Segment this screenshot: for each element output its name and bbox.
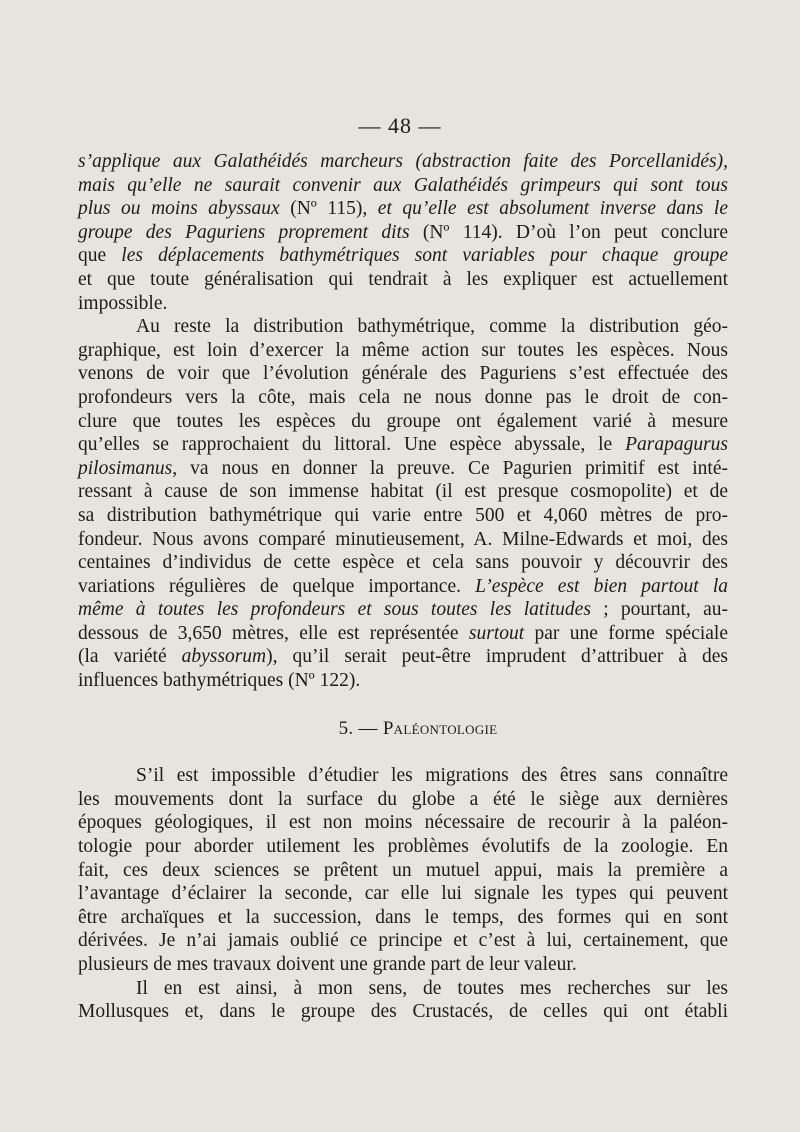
section-number: 5. — bbox=[338, 717, 383, 739]
text-line: profondeurs vers la côte, mais cela ne nous donne pas le droit de con- bbox=[78, 386, 728, 408]
page-number: — 48 — bbox=[358, 113, 442, 138]
text-line bbox=[78, 197, 728, 221]
text-line: fondeur. Nous avons comparé minutieusement, A. Milne-Edwards et moi, des bbox=[78, 528, 728, 550]
italic-text: plus ou moins abyssaux bbox=[78, 198, 280, 220]
text-line bbox=[78, 457, 728, 481]
paragraph-1 bbox=[78, 150, 728, 315]
section-heading bbox=[78, 717, 728, 741]
text-line bbox=[78, 433, 728, 457]
plain-text: ), qu’il serait peut-être imprudent d’attribuer à des bbox=[266, 646, 728, 668]
text-line bbox=[78, 645, 728, 669]
plain-text: et que toute généralisation qui tendrait à les expliquer est actuellement bbox=[78, 268, 728, 290]
plain-text: impossible. bbox=[78, 292, 168, 314]
text-line bbox=[78, 268, 728, 292]
text-line: époques géologiques, il est non moins nécessaire de recourir à la paléon- bbox=[78, 812, 728, 834]
text-line bbox=[78, 622, 728, 646]
text-line: Il en est ainsi, à mon sens, de toutes mes recherches sur les bbox=[136, 977, 728, 999]
text-line bbox=[78, 174, 728, 198]
text-line: ressant à cause de son immense habitat (il est presque cosmopolite) et de bbox=[78, 481, 728, 503]
paragraph-2 bbox=[78, 315, 728, 693]
plain-text: qu’elles se rapprochaient du littoral. Une espèce abyssale, le bbox=[78, 434, 626, 456]
italic-text: mais qu’elle ne saurait convenir aux Galathéidés grimpeurs qui sont tous bbox=[78, 174, 728, 196]
plain-text: (Nº 114). D’où l’on peut conclure bbox=[409, 221, 728, 243]
text-line: plusieurs de mes travaux doivent une grande part de leur valeur. bbox=[78, 954, 577, 975]
text-line bbox=[78, 292, 728, 316]
text-line bbox=[78, 221, 728, 245]
text-line: Au reste la distribution bathymétrique, comme la distribution géo- bbox=[136, 316, 728, 338]
italic-text: s’applique aux Galathéidés marcheurs (abstraction faite des Porcellanidés), bbox=[78, 151, 728, 172]
italic-text: même à toutes les profondeurs et sous toutes les latitudes bbox=[78, 599, 591, 621]
paragraph-4 bbox=[78, 977, 728, 1024]
text-line: fait, ces deux sciences se prêtent un mutuel appui, mais la première a bbox=[78, 859, 728, 881]
plain-text: ; pourtant, au- bbox=[590, 599, 728, 621]
text-line: l’avantage d’éclairer la seconde, car elle lui signale les types qui peuvent bbox=[78, 883, 728, 905]
species-name: pilosimanus bbox=[78, 457, 173, 479]
text-line bbox=[78, 575, 728, 599]
section-title: Paléontologie bbox=[382, 717, 498, 739]
plain-text: que bbox=[78, 245, 122, 267]
italic-text: groupe des Paguriens proprement dits bbox=[78, 221, 410, 243]
text-line bbox=[78, 244, 728, 268]
text-line: influences bathymétriques (Nº 122). bbox=[78, 670, 361, 692]
italic-text: et qu’elle est absolument inverse dans le bbox=[377, 198, 728, 220]
plain-text: , va nous en donner la preuve. Ce Pagurien primitif est inté- bbox=[172, 457, 728, 479]
plain-text: dessous de 3,650 mètres, elle est représentée bbox=[78, 622, 469, 644]
text-line: sa distribution bathymétrique qui varie entre 500 et 4,060 mètres de pro- bbox=[78, 504, 728, 526]
text-line: être archaïques et la succession, dans le temps, des formes qui en sont bbox=[78, 906, 728, 928]
plain-text: variations régulières de quelque importance. bbox=[78, 575, 476, 597]
italic-text: L’espèce est bien partout la bbox=[475, 575, 728, 597]
plain-text: par une forme spéciale bbox=[524, 622, 728, 644]
text-line bbox=[78, 150, 728, 174]
text-line: graphique, est loin d’exercer la même action sur toutes les espèces. Nous bbox=[78, 339, 728, 361]
text-line: tologie pour aborder utilement les problèmes évolutifs de la zoologie. En bbox=[78, 836, 728, 858]
reference-text: (Nº 115), bbox=[279, 198, 378, 220]
italic-text: surtout bbox=[468, 622, 525, 644]
text-line: S’il est impossible d’étudier les migrations des êtres sans connaître bbox=[136, 765, 728, 787]
body-text bbox=[78, 150, 728, 1024]
text-line: venons de voir que l’évolution générale des Paguriens s’est effectuée des bbox=[78, 363, 728, 385]
text-line: clure que toutes les espèces du groupe ont également varié à mesure bbox=[78, 410, 728, 432]
text-line: les mouvements dont la surface du globe a été le siège aux dernières bbox=[78, 788, 728, 810]
plain-text: (la variété bbox=[78, 646, 182, 668]
text-line: Mollusques et, dans le groupe des Crustacés, de celles qui ont établi bbox=[78, 1001, 728, 1023]
variety-name: abyssorum bbox=[181, 646, 267, 668]
text-line: dérivées. Je n’ai jamais oublié ce principe et c’est à lui, certainement, que bbox=[78, 930, 728, 952]
text-line bbox=[78, 598, 728, 622]
italic-text: les déplacements bathymétriques sont variables pour chaque groupe bbox=[121, 245, 729, 267]
paragraph-3 bbox=[78, 764, 728, 976]
species-name: Parapagurus bbox=[625, 434, 728, 456]
text-line: centaines d’individus de cette espèce et cela sans pouvoir y découvrir des bbox=[78, 552, 728, 574]
